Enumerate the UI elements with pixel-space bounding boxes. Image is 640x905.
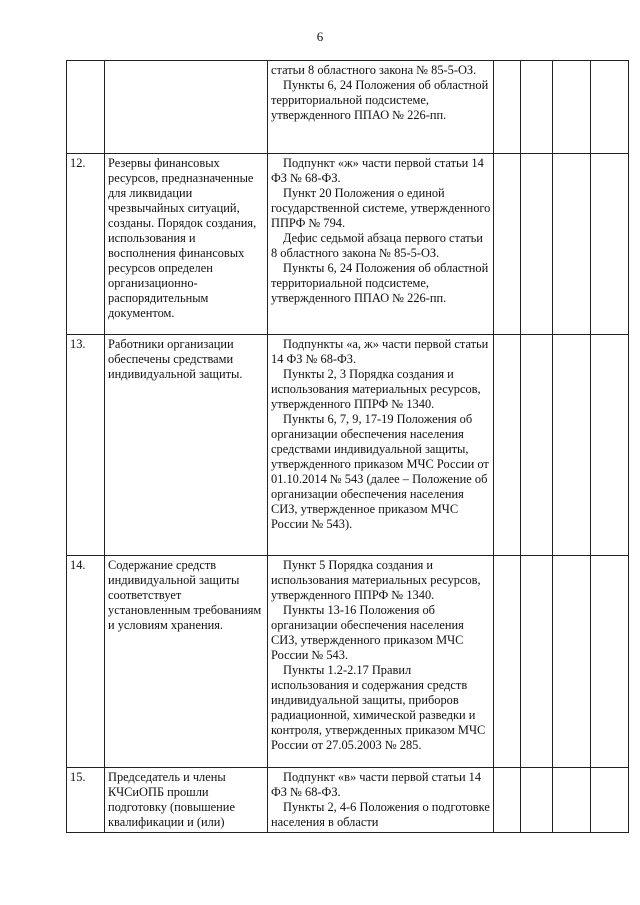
- check-cell-yes: [494, 154, 521, 335]
- basis-paragraph: Подпункт «в» части первой статьи 14 ФЗ № 68-ФЗ.: [271, 770, 482, 799]
- row-number: 14.: [67, 556, 105, 768]
- check-cell-yes: [494, 556, 521, 768]
- table-row: [67, 335, 629, 556]
- basis-paragraph: Подпункт «ж» части первой статьи 14 ФЗ № 68-ФЗ.: [271, 156, 484, 185]
- check-cell-no: [521, 556, 553, 768]
- check-cell-yes: [494, 61, 521, 154]
- check-cell-yes: [494, 335, 521, 556]
- check-cell-note: [591, 335, 629, 556]
- check-cell-na: [553, 335, 591, 556]
- check-cell-note: [591, 61, 629, 154]
- row-number: 12.: [67, 154, 105, 335]
- requirement-text: Работники организации обеспечены средствами индивидуальной защиты.: [105, 335, 268, 556]
- check-cell-yes: [494, 768, 521, 833]
- basis-paragraph: Пункты 6, 24 Положения об областной территориальной подсистеме, утвержденного ППАО № 226-пп.: [271, 261, 489, 305]
- row-number: 15.: [67, 768, 105, 833]
- check-cell-no: [521, 154, 553, 335]
- basis-paragraph: Пункт 5 Порядка создания и использования материальных ресурсов, утвержденного ППРФ № 1340.: [271, 558, 481, 602]
- check-cell-note: [591, 154, 629, 335]
- basis-paragraph: Пункты 6, 7, 9, 17-19 Положения об организации обеспечения населения средствами индивидуальной защиты, утвержденного приказом МЧС России от 01.10.2014 № 543 (далее – Положение об организации обеспечения населения СИЗ, утвержденное приказом МЧС России № 543).: [271, 412, 489, 531]
- basis-paragraph: Пункты 2, 3 Порядка создания и использования материальных ресурсов, утвержденного ППРФ № 1340.: [271, 367, 481, 411]
- table-row: [67, 154, 629, 335]
- check-cell-na: [553, 61, 591, 154]
- checklist-table: [66, 60, 629, 833]
- table-row: [67, 768, 629, 833]
- legal-basis: [268, 768, 494, 833]
- check-cell-note: [591, 556, 629, 768]
- row-number: 13.: [67, 335, 105, 556]
- basis-paragraph: Пункты 2, 4-6 Положения о подготовке населения в области: [271, 800, 490, 829]
- basis-paragraph: Подпункты «а, ж» части первой статьи 14 ФЗ № 68-ФЗ.: [271, 337, 489, 366]
- requirement-text: [105, 61, 268, 154]
- requirement-text: Председатель и члены КЧСиОПБ прошли подготовку (повышение квалификации и (или): [105, 768, 268, 833]
- legal-basis: [268, 335, 494, 556]
- basis-paragraph: Пункты 1.2-2.17 Правил использования и содержания средств индивидуальной защиты, приборов радиационной, химической разведки и контроля, утвержденных приказом МЧС России от 27.05.2003 № 285.: [271, 663, 486, 752]
- check-cell-no: [521, 61, 553, 154]
- check-cell-na: [553, 154, 591, 335]
- check-cell-no: [521, 768, 553, 833]
- row-number: [67, 61, 105, 154]
- table-row: [67, 61, 629, 154]
- check-cell-note: [591, 768, 629, 833]
- requirement-text: Резервы финансовых ресурсов, предназначенные для ликвидации чрезвычайных ситуаций, созданы. Порядок создания, использования и восполнения финансовых ресурсов определен организационно-распорядительным документом.: [105, 154, 268, 335]
- legal-basis: [268, 556, 494, 768]
- basis-paragraph: Пункты 13-16 Положения об организации обеспечения населения СИЗ, утвержденного приказом МЧС России № 543.: [271, 603, 464, 662]
- basis-paragraph: Пункт 20 Положения о единой государственной системе, утвержденного ППРФ № 794.: [271, 186, 491, 230]
- legal-basis: [268, 154, 494, 335]
- basis-paragraph: Дефис седьмой абзаца первого статьи 8 областного закона № 85-5-ОЗ.: [271, 231, 483, 260]
- check-cell-na: [553, 768, 591, 833]
- check-cell-na: [553, 556, 591, 768]
- table-row: [67, 556, 629, 768]
- page-number: 6: [316, 29, 324, 44]
- check-cell-no: [521, 335, 553, 556]
- basis-paragraph: Пункты 6, 24 Положения об областной территориальной подсистеме, утвержденного ППАО № 226-пп.: [271, 78, 489, 122]
- basis-paragraph: статьи 8 областного закона № 85-5-ОЗ.: [271, 63, 477, 77]
- requirement-text: Содержание средств индивидуальной защиты соответствует установленным требованиям и условиям хранения.: [105, 556, 268, 768]
- legal-basis: [268, 61, 494, 154]
